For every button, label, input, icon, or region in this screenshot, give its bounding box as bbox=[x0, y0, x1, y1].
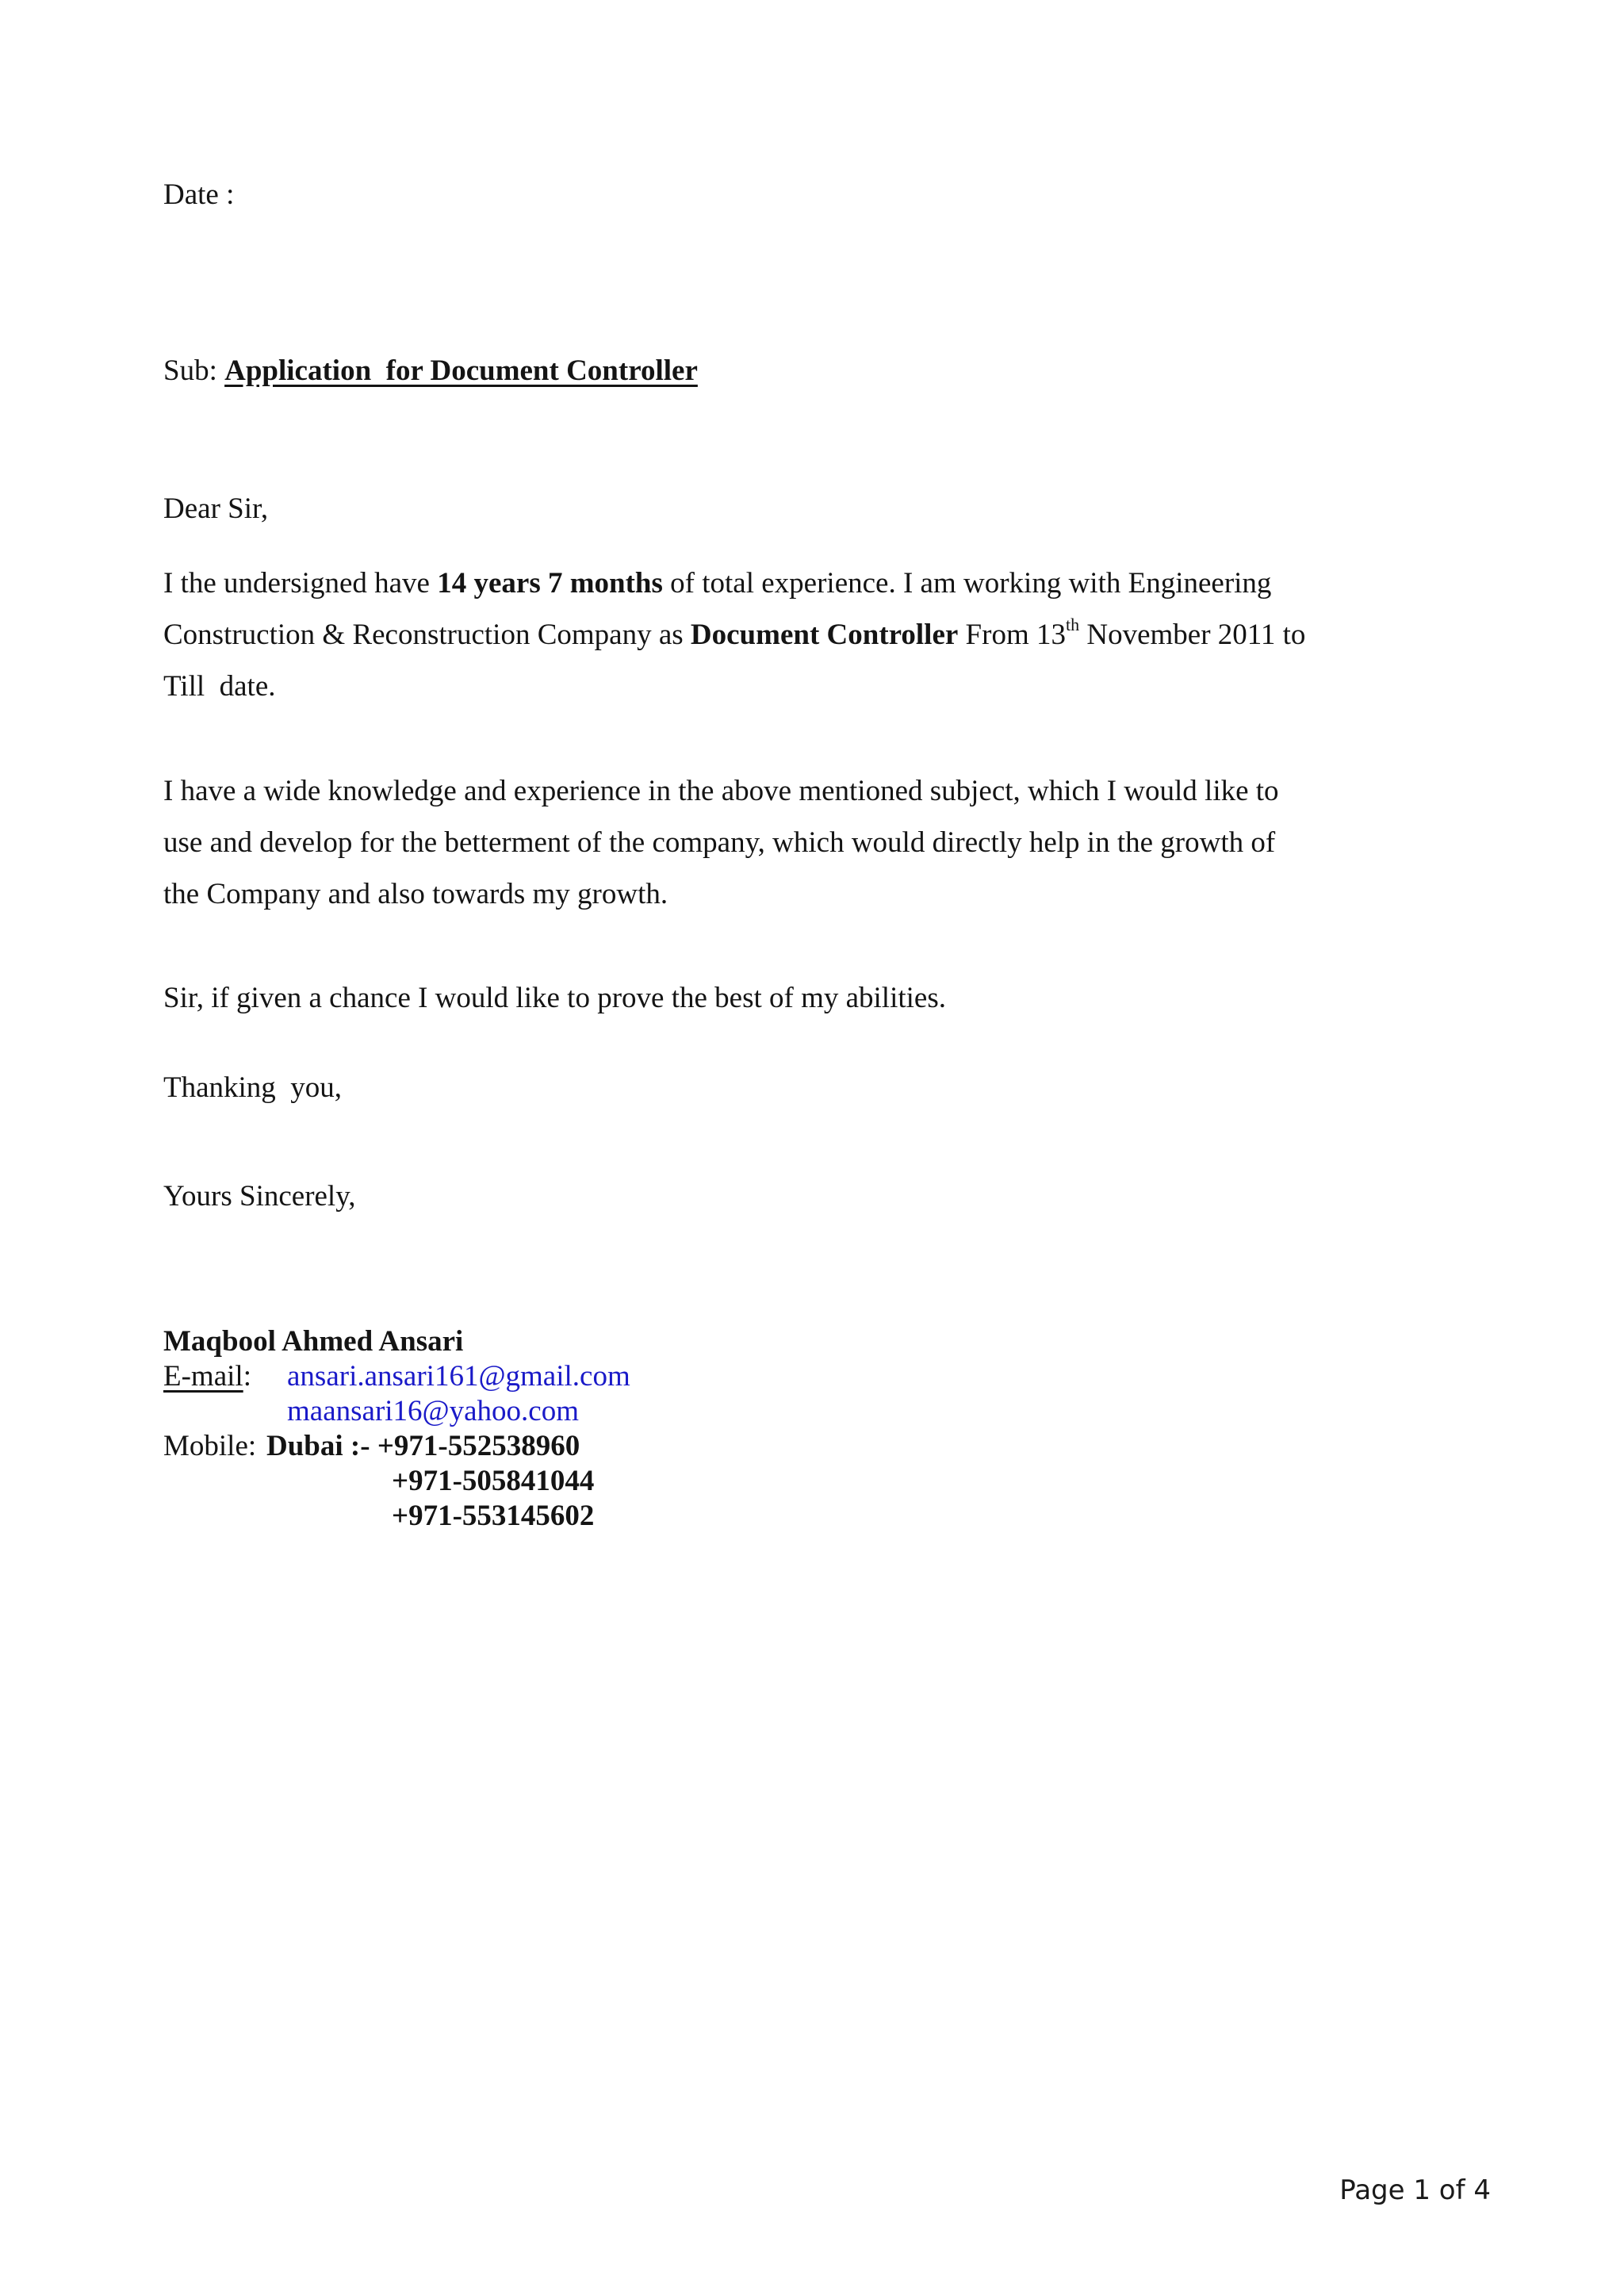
date-label: Date : bbox=[163, 178, 235, 211]
page-number: Page 1 of 4 bbox=[1339, 2174, 1491, 2206]
phone-number-2: +971-505841044 bbox=[392, 1465, 595, 1497]
mobile-dubai bbox=[266, 1429, 580, 1464]
paragraph-1-line-2 bbox=[163, 614, 1306, 653]
subject-prefix: Sub: bbox=[163, 354, 217, 387]
p1-text: I the undersigned have bbox=[163, 567, 438, 600]
paragraph-2-line-1: I have a wide knowledge and experience in the above mentioned subject, which I would like to bbox=[163, 775, 1279, 807]
salutation: Dear Sir, bbox=[163, 492, 269, 525]
email-link-gmail[interactable]: ansari.ansari161@gmail.com bbox=[287, 1360, 630, 1393]
p1-text: From 13 bbox=[958, 619, 1066, 651]
closing-line: Yours Sincerely, bbox=[163, 1180, 356, 1213]
paragraph-1-line-1 bbox=[163, 566, 1271, 601]
email-link-yahoo[interactable]: maansari16@yahoo.com bbox=[287, 1395, 579, 1427]
mobile-city: Dubai :- bbox=[266, 1430, 377, 1462]
p1-text: of total experience. I am working with Engineering bbox=[662, 567, 1272, 600]
subject-title: Application for Document Controller bbox=[224, 354, 698, 387]
paragraph-3: Sir, if given a chance I would like to prove the best of my abilities. bbox=[163, 982, 946, 1014]
email-label: E-mail bbox=[163, 1360, 243, 1393]
phone-number-1: +971-552538960 bbox=[377, 1430, 580, 1462]
ordinal-suffix: th bbox=[1065, 614, 1080, 634]
subject-line bbox=[163, 354, 698, 389]
mobile-line bbox=[163, 1429, 256, 1464]
thanks-line: Thanking you, bbox=[163, 1071, 343, 1104]
mobile-label: Mobile: bbox=[163, 1430, 257, 1462]
p1-text: November 2011 to bbox=[1079, 619, 1306, 651]
p1-text: Construction & Reconstruction Company as bbox=[163, 619, 691, 651]
signatory-name: Maqbool Ahmed Ansari bbox=[163, 1325, 464, 1358]
email-label-line bbox=[163, 1359, 251, 1394]
phone-number-3: +971-553145602 bbox=[392, 1500, 595, 1532]
job-title: Document Controller bbox=[690, 619, 959, 651]
paragraph-2-line-2: use and develop for the betterment of the company, which would directly help in the growth of bbox=[163, 826, 1276, 859]
paragraph-1-line-3: Till date. bbox=[163, 670, 276, 703]
email-colon: : bbox=[243, 1360, 251, 1393]
paragraph-2-line-3: the Company and also towards my growth. bbox=[163, 878, 668, 910]
experience-duration: 14 years 7 months bbox=[437, 567, 663, 600]
